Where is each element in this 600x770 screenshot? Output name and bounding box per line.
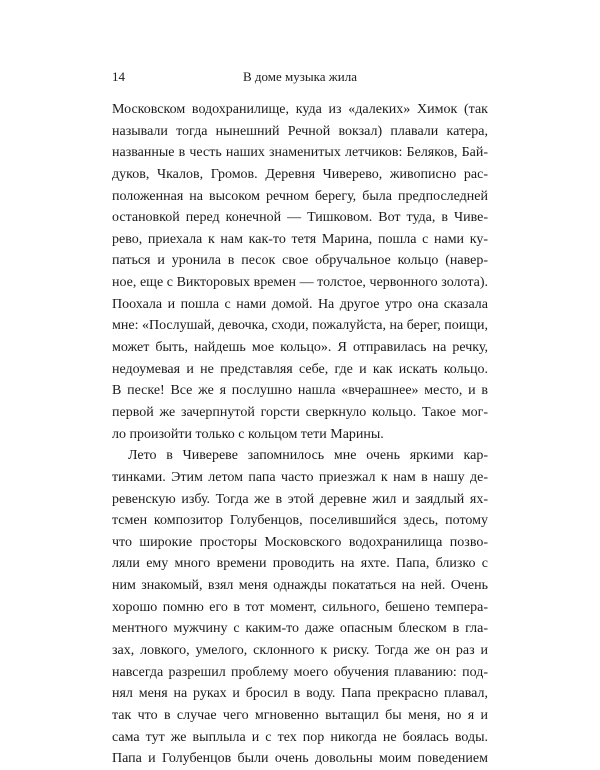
paragraph-end-line: ло произойти только с кольцом тети Марины. [112, 426, 384, 442]
text-line: мне: «Послушай, девочка, сходи, пожалуйста, на берег, поищи, [112, 318, 488, 334]
text-line: недоумевая и не представляя себе, где и как искать кольцо. [112, 361, 488, 377]
text-line: зах, ловкого, умелого, склонного к риску. Тогда же он раз и [112, 643, 488, 659]
text-line: тинками. Этим летом папа часто приезжал к нам в нашу де- [112, 469, 488, 485]
text-line: положенная на высоком речном берегу, была предпоследней [112, 188, 488, 204]
page-number: 14 [112, 69, 125, 84]
text-line: первой же зачерпнутой горсти сверкнуло кольцо. Такое мог- [112, 404, 488, 420]
text-line: ляли ему много времени проводить на яхте. Папа, близко с [112, 556, 488, 572]
text-line: нял меня на руках и бросил в воду. Папа прекрасно плавал, [112, 686, 488, 702]
text-line: сама тут же выплыла и с тех пор никогда не боялась воды. [112, 729, 488, 745]
page-header [112, 68, 488, 86]
text-line: что широкие просторы Московского водохранилища позво- [112, 534, 488, 550]
text-line: ментного мужчину с каким-то даже опасным блеском в гла- [112, 621, 488, 637]
text-line: Поохала и пошла с нами домой. На другое утро она сказала [112, 296, 488, 312]
text-line: так что в случае чего мгновенно вытащил бы меня, но я и [112, 707, 488, 723]
text-line: хорошо помню его в тот момент, сильного, бешено темпера- [112, 599, 488, 615]
text-line: называли тогда нынешний Речной вокзал) плавали катера, [112, 123, 488, 139]
text-line: рево, приехала к нам как-то тетя Марина, пошла с нами ку- [112, 231, 488, 247]
body-text [112, 99, 488, 770]
text-line: навсегда разрешил проблему моего обучения плаванию: под- [112, 664, 488, 680]
text-line: паться и уронила в песок свое обручальное кольцо (навер- [112, 253, 488, 269]
text-line: тсмен композитор Голубенцов, поселившийся здесь, потому [112, 513, 488, 529]
running-title: В доме музыка жила [243, 69, 357, 84]
text-line: остановкой перед конечной — Тишковом. Вот туда, в Чиве- [112, 210, 488, 226]
text-line: ним знакомый, взял меня однажды покататься на ней. Очень [112, 578, 488, 594]
text-line: ное, еще с Викторовых времен — толстое, червонного золота). [112, 275, 488, 291]
paragraph-first-line: Лето в Чиверeве запомнилось мне очень яркими кар- [128, 448, 488, 464]
text-line: В песке! Все же я послушно нашла «вчерашнее» место, и в [112, 383, 488, 399]
text-line: может быть, найдешь мое кольцо». Я отправилась на речку, [112, 340, 488, 356]
text-line: Папа и Голубенцов были очень довольны моим поведением [112, 751, 488, 767]
text-line: названные в честь наших знаменитых летчиков: Беляков, Бай- [112, 145, 488, 161]
text-line: ревенскую избу. Тогда же в этой деревне жил и заядлый ях- [112, 491, 488, 507]
text-line: дуков, Чкалов, Громов. Деревня Чиверево, живописно рас- [112, 166, 488, 182]
text-line: Московском водохранилище, куда из «далеких» Химок (так [112, 102, 488, 117]
